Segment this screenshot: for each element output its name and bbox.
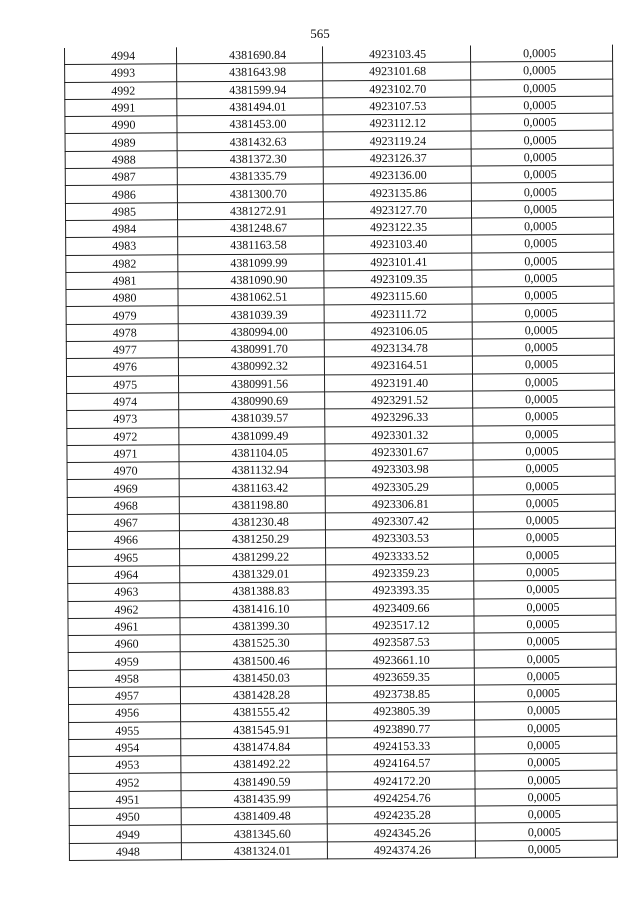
value-cell: 0,0005 — [475, 719, 617, 737]
y-coordinate-cell: 4924172.20 — [327, 771, 475, 789]
value-cell: 0,0005 — [471, 183, 613, 201]
y-coordinate-cell: 4923135.86 — [323, 183, 471, 201]
point-number-cell: 4964 — [68, 566, 180, 584]
point-number-cell: 4963 — [68, 583, 180, 601]
value-cell: 0,0005 — [472, 269, 614, 287]
y-coordinate-cell: 4924235.28 — [327, 806, 475, 824]
x-coordinate-cell: 4381039.57 — [179, 409, 325, 427]
value-cell: 0,0005 — [472, 355, 614, 373]
x-coordinate-cell: 4381099.99 — [178, 253, 324, 271]
y-coordinate-cell: 4923191.40 — [324, 374, 472, 392]
value-cell: 0,0005 — [475, 736, 617, 754]
value-cell: 0,0005 — [475, 771, 617, 789]
y-coordinate-cell: 4923291.52 — [325, 391, 473, 409]
y-coordinate-cell: 4923805.39 — [327, 702, 475, 720]
point-number-cell: 4961 — [68, 618, 180, 636]
point-number-cell: 4956 — [69, 704, 181, 722]
x-coordinate-cell: 4381300.70 — [177, 184, 323, 202]
x-coordinate-cell: 4381198.80 — [179, 496, 325, 514]
y-coordinate-cell: 4923738.85 — [326, 685, 474, 703]
value-cell: 0,0005 — [475, 840, 617, 858]
y-coordinate-cell: 4924374.26 — [327, 841, 475, 859]
coordinates-table-wrapper — [64, 45, 617, 861]
value-cell: 0,0005 — [474, 580, 616, 598]
point-number-cell: 4949 — [69, 825, 181, 843]
table-body — [64, 45, 617, 861]
point-number-cell: 4993 — [65, 64, 177, 82]
y-coordinate-cell: 4923101.41 — [324, 253, 472, 271]
table-row — [69, 840, 617, 861]
y-coordinate-cell: 4923305.29 — [325, 477, 473, 495]
x-coordinate-cell: 4381163.58 — [178, 236, 324, 254]
x-coordinate-cell: 4380991.56 — [179, 375, 325, 393]
y-coordinate-cell: 4923102.70 — [323, 80, 471, 98]
point-number-cell: 4951 — [69, 791, 181, 809]
value-cell: 0,0005 — [472, 338, 614, 356]
x-coordinate-cell: 4381599.94 — [177, 81, 323, 99]
y-coordinate-cell: 4923359.23 — [326, 564, 474, 582]
x-coordinate-cell: 4381490.59 — [181, 772, 327, 790]
value-cell: 0,0005 — [473, 442, 615, 460]
coordinates-table — [64, 45, 618, 861]
point-number-cell: 4972 — [67, 427, 179, 445]
value-cell: 0,0005 — [471, 131, 613, 149]
y-coordinate-cell: 4923109.35 — [324, 270, 472, 288]
value-cell: 0,0005 — [475, 753, 617, 771]
point-number-cell: 4957 — [68, 687, 180, 705]
x-coordinate-cell: 4380990.69 — [179, 392, 325, 410]
y-coordinate-cell: 4923127.70 — [323, 201, 471, 219]
x-coordinate-cell: 4380991.70 — [178, 340, 324, 358]
value-cell: 0,0005 — [474, 650, 616, 668]
point-number-cell: 4992 — [65, 81, 177, 99]
point-number-cell: 4962 — [68, 600, 180, 618]
point-number-cell: 4990 — [65, 116, 177, 134]
value-cell: 0,0005 — [475, 701, 617, 719]
point-number-cell: 4981 — [66, 272, 178, 290]
value-cell: 0,0005 — [472, 234, 614, 252]
x-coordinate-cell: 4381335.79 — [177, 167, 323, 185]
point-number-cell: 4989 — [65, 133, 177, 151]
point-number-cell: 4950 — [69, 808, 181, 826]
y-coordinate-cell: 4923164.51 — [324, 356, 472, 374]
value-cell: 0,0005 — [473, 494, 615, 512]
value-cell: 0,0005 — [472, 286, 614, 304]
point-number-cell: 4979 — [66, 306, 178, 324]
point-number-cell: 4980 — [66, 289, 178, 307]
x-coordinate-cell: 4381409.48 — [181, 807, 327, 825]
x-coordinate-cell: 4381039.39 — [178, 305, 324, 323]
value-cell: 0,0005 — [471, 200, 613, 218]
x-coordinate-cell: 4381104.05 — [179, 444, 325, 462]
point-number-cell: 4959 — [68, 652, 180, 670]
value-cell: 0,0005 — [474, 667, 616, 685]
x-coordinate-cell: 4381525.30 — [180, 634, 326, 652]
x-coordinate-cell: 4380992.32 — [178, 357, 324, 375]
value-cell: 0,0005 — [472, 321, 614, 339]
y-coordinate-cell: 4923517.12 — [326, 616, 474, 634]
point-number-cell: 4974 — [67, 393, 179, 411]
y-coordinate-cell: 4924164.57 — [327, 754, 475, 772]
y-coordinate-cell: 4923303.98 — [325, 460, 473, 478]
y-coordinate-cell: 4923126.37 — [323, 149, 471, 167]
point-number-cell: 4966 — [67, 531, 179, 549]
point-number-cell: 4991 — [65, 99, 177, 117]
value-cell: 0,0005 — [471, 61, 613, 79]
point-number-cell: 4994 — [64, 47, 176, 64]
value-cell: 0,0005 — [474, 615, 616, 633]
x-coordinate-cell: 4381272.91 — [177, 202, 323, 220]
x-coordinate-cell: 4381494.01 — [177, 98, 323, 116]
value-cell: 0,0005 — [472, 217, 614, 235]
point-number-cell: 4977 — [66, 341, 178, 359]
point-number-cell: 4973 — [67, 410, 179, 428]
x-coordinate-cell: 4381690.84 — [176, 46, 322, 64]
x-coordinate-cell: 4381555.42 — [181, 703, 327, 721]
y-coordinate-cell: 4923122.35 — [324, 218, 472, 236]
x-coordinate-cell: 4381399.30 — [180, 617, 326, 635]
x-coordinate-cell: 4381250.29 — [179, 530, 325, 548]
point-number-cell: 4985 — [65, 202, 177, 220]
x-coordinate-cell: 4381474.84 — [181, 738, 327, 756]
point-number-cell: 4952 — [69, 773, 181, 791]
page-number: 565 — [310, 26, 330, 41]
y-coordinate-cell: 4923115.60 — [324, 287, 472, 305]
y-coordinate-cell: 4923333.52 — [326, 547, 474, 565]
x-coordinate-cell: 4381248.67 — [178, 219, 324, 237]
point-number-cell: 4975 — [67, 375, 179, 393]
point-number-cell: 4978 — [66, 324, 178, 342]
value-cell: 0,0005 — [474, 684, 616, 702]
point-number-cell: 4970 — [67, 462, 179, 480]
value-cell: 0,0005 — [475, 822, 617, 840]
value-cell: 0,0005 — [471, 96, 613, 114]
x-coordinate-cell: 4381450.03 — [180, 669, 326, 687]
y-coordinate-cell: 4923301.67 — [325, 443, 473, 461]
x-coordinate-cell: 4381500.46 — [180, 651, 326, 669]
point-number-cell: 4987 — [65, 168, 177, 186]
y-coordinate-cell: 4923306.81 — [325, 495, 473, 513]
value-cell: 0,0005 — [473, 477, 615, 495]
y-coordinate-cell: 4923112.12 — [323, 114, 471, 132]
point-number-cell: 4969 — [67, 479, 179, 497]
value-cell: 0,0005 — [472, 252, 614, 270]
y-coordinate-cell: 4923119.24 — [323, 131, 471, 149]
point-number-cell: 4954 — [69, 739, 181, 757]
x-coordinate-cell: 4381432.63 — [177, 132, 323, 150]
point-number-cell: 4971 — [67, 445, 179, 463]
y-coordinate-cell: 4923296.33 — [325, 408, 473, 426]
y-coordinate-cell: 4923393.35 — [326, 581, 474, 599]
point-number-cell: 4955 — [69, 721, 181, 739]
value-cell: 0,0005 — [470, 45, 612, 63]
point-number-cell: 4953 — [69, 756, 181, 774]
value-cell: 0,0005 — [472, 304, 614, 322]
y-coordinate-cell: 4924345.26 — [327, 823, 475, 841]
x-coordinate-cell: 4381090.90 — [178, 271, 324, 289]
point-number-cell: 4960 — [68, 635, 180, 653]
x-coordinate-cell: 4381329.01 — [180, 565, 326, 583]
point-number-cell: 4948 — [69, 842, 181, 860]
point-number-cell: 4986 — [65, 185, 177, 203]
value-cell: 0,0005 — [475, 805, 617, 823]
y-coordinate-cell: 4923103.45 — [322, 46, 470, 64]
x-coordinate-cell: 4381163.42 — [179, 478, 325, 496]
x-coordinate-cell: 4381435.99 — [181, 790, 327, 808]
value-cell: 0,0005 — [474, 598, 616, 616]
value-cell: 0,0005 — [474, 563, 616, 581]
y-coordinate-cell: 4923106.05 — [324, 322, 472, 340]
value-cell: 0,0005 — [473, 390, 615, 408]
x-coordinate-cell: 4381299.22 — [180, 548, 326, 566]
y-coordinate-cell: 4923103.40 — [324, 235, 472, 253]
y-coordinate-cell: 4923409.66 — [326, 599, 474, 617]
value-cell: 0,0005 — [472, 373, 614, 391]
value-cell: 0,0005 — [473, 528, 615, 546]
value-cell: 0,0005 — [471, 113, 613, 131]
point-number-cell: 4988 — [65, 151, 177, 169]
y-coordinate-cell: 4923890.77 — [327, 720, 475, 738]
y-coordinate-cell: 4923587.53 — [326, 633, 474, 651]
x-coordinate-cell: 4381545.91 — [181, 720, 327, 738]
value-cell: 0,0005 — [473, 459, 615, 477]
x-coordinate-cell: 4381643.98 — [177, 63, 323, 81]
point-number-cell: 4982 — [66, 254, 178, 272]
y-coordinate-cell: 4924153.33 — [327, 737, 475, 755]
x-coordinate-cell: 4381388.83 — [180, 582, 326, 600]
x-coordinate-cell: 4381099.49 — [179, 426, 325, 444]
value-cell: 0,0005 — [473, 407, 615, 425]
x-coordinate-cell: 4381372.30 — [177, 150, 323, 168]
y-coordinate-cell: 4923303.53 — [325, 529, 473, 547]
value-cell: 0,0005 — [474, 546, 616, 564]
value-cell: 0,0005 — [475, 788, 617, 806]
point-number-cell: 4968 — [67, 497, 179, 515]
y-coordinate-cell: 4923659.35 — [326, 668, 474, 686]
value-cell: 0,0005 — [473, 425, 615, 443]
x-coordinate-cell: 4381062.51 — [178, 288, 324, 306]
point-number-cell: 4976 — [66, 358, 178, 376]
y-coordinate-cell: 4923111.72 — [324, 304, 472, 322]
x-coordinate-cell: 4381416.10 — [180, 599, 326, 617]
y-coordinate-cell: 4923661.10 — [326, 650, 474, 668]
y-coordinate-cell: 4923136.00 — [323, 166, 471, 184]
value-cell: 0,0005 — [474, 632, 616, 650]
point-number-cell: 4965 — [68, 548, 180, 566]
value-cell: 0,0005 — [471, 165, 613, 183]
x-coordinate-cell: 4381428.28 — [180, 686, 326, 704]
x-coordinate-cell: 4381345.60 — [181, 824, 327, 842]
point-number-cell: 4983 — [66, 237, 178, 255]
y-coordinate-cell: 4923134.78 — [324, 339, 472, 357]
x-coordinate-cell: 4381453.00 — [177, 115, 323, 133]
y-coordinate-cell: 4923301.32 — [325, 426, 473, 444]
y-coordinate-cell: 4923101.68 — [323, 62, 471, 80]
value-cell: 0,0005 — [471, 79, 613, 97]
x-coordinate-cell: 4381492.22 — [181, 755, 327, 773]
x-coordinate-cell: 4381132.94 — [179, 461, 325, 479]
point-number-cell: 4958 — [68, 669, 180, 687]
x-coordinate-cell: 4381324.01 — [181, 842, 327, 860]
point-number-cell: 4967 — [67, 514, 179, 532]
y-coordinate-cell: 4923107.53 — [323, 97, 471, 115]
value-cell: 0,0005 — [471, 148, 613, 166]
point-number-cell: 4984 — [66, 220, 178, 238]
x-coordinate-cell: 4380994.00 — [178, 323, 324, 341]
y-coordinate-cell: 4924254.76 — [327, 789, 475, 807]
value-cell: 0,0005 — [473, 511, 615, 529]
x-coordinate-cell: 4381230.48 — [179, 513, 325, 531]
y-coordinate-cell: 4923307.42 — [325, 512, 473, 530]
